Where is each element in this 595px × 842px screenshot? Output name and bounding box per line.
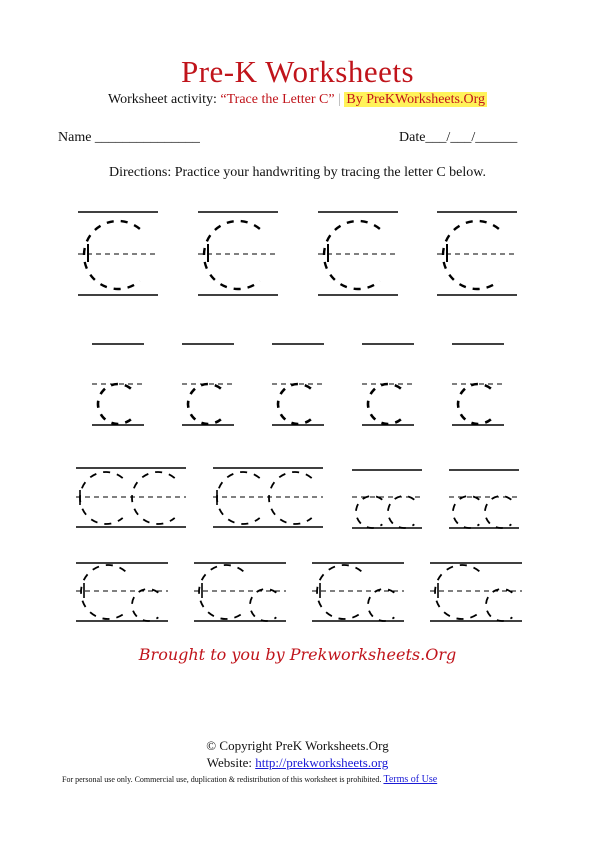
dashed-letter-c [269,472,312,524]
dashed-letter-c [199,565,243,619]
dashed-letter-c [388,496,414,528]
terms-of-use-link[interactable]: Terms of Use [383,774,438,785]
dashed-letter-c [356,496,382,528]
dashed-letter-c [368,589,394,621]
dashed-letter-c [250,589,276,621]
dashed-letter-c [435,565,479,619]
dashed-letter-c [81,565,125,619]
dashed-letter-c [317,565,361,619]
usage-notice [62,774,437,785]
website-link[interactable]: http://prekworksheets.org [255,755,389,770]
dashed-letter-c [188,384,221,424]
dashed-letter-c [324,221,380,289]
activity-prefix: Worksheet activity: [108,92,217,107]
separator: | [338,92,341,107]
dashed-letter-c [132,472,175,524]
dashed-letter-c [453,496,479,528]
copyright-text: © Copyright PreK Worksheets.Org [206,738,389,753]
dashed-letter-c [84,221,140,289]
activity-name: “Trace the Letter C” [220,92,335,107]
dashed-letter-c [458,384,491,424]
name-field: Name _______________ [58,130,200,145]
dashed-letter-c [204,221,260,289]
website-label: Website: [206,755,252,770]
dashed-letter-c [80,472,123,524]
dashed-letter-c [486,589,512,621]
byline: By PreKWorksheets.Org [346,92,485,107]
dashed-letter-c [98,384,131,424]
website-line [0,755,595,771]
brought-to-you-text: Brought to you by Prekworksheets.Org [138,645,457,664]
dashed-letter-c [443,221,499,289]
directions-text: Directions: Practice your handwriting by tracing the letter C below. [109,165,486,180]
dashed-letter-c [278,384,311,424]
page-title: Pre-K Worksheets [180,54,415,89]
usage-notice-text: For personal use only. Commercial use, duplication & redistribution of this worksheet is prohibited. [62,775,382,784]
dashed-letter-c [368,384,401,424]
dashed-letter-c [485,496,511,528]
date-field: Date___/___/______ [399,130,518,145]
dashed-letter-c [217,472,260,524]
dashed-letter-c [132,589,158,621]
